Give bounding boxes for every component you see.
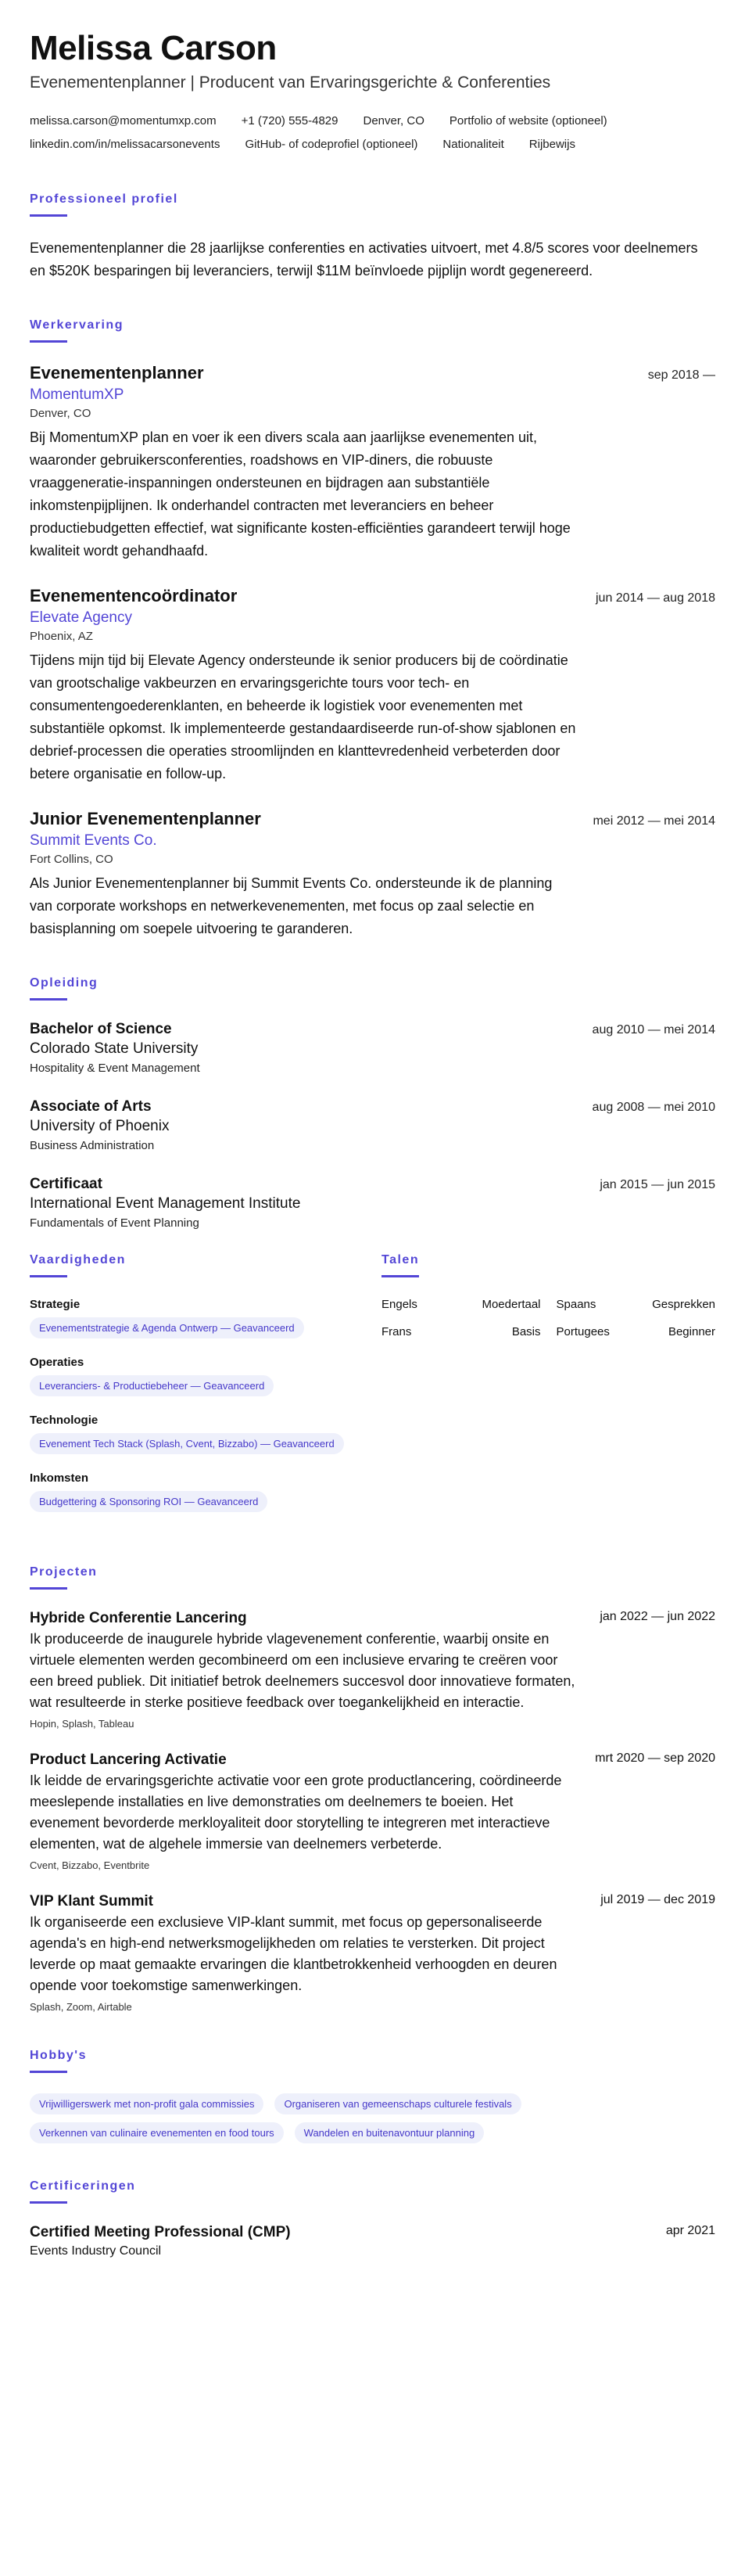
education-dates: aug 2008 — mei 2010: [592, 1101, 715, 1114]
contact-location: Denver, CO: [363, 114, 424, 128]
experience-entry: [30, 363, 715, 562]
education-entry: [30, 1021, 715, 1075]
contact-portfolio[interactable]: Portfolio of website (optioneel): [449, 114, 607, 128]
project-dates: mrt 2020 — sep 2020: [595, 1751, 715, 1765]
languages-section: [381, 1253, 715, 1529]
contact-list: [30, 110, 715, 156]
job-location: Phoenix, AZ: [30, 630, 93, 643]
language-level: Moedertaal: [482, 1298, 541, 1311]
job-dates: sep 2018 —: [647, 368, 715, 382]
education-dates: jan 2015 — jun 2015: [600, 1178, 715, 1191]
company-name: Elevate Agency: [30, 609, 132, 626]
degree-title: Bachelor of Science: [30, 1021, 172, 1037]
degree-title: Certificaat: [30, 1176, 102, 1192]
section-divider: [30, 998, 67, 1001]
school-name: Colorado State University: [30, 1040, 199, 1057]
section-title: Professioneel profiel: [30, 192, 178, 206]
certification-name: Certified Meeting Professional (CMP): [30, 2224, 291, 2240]
language-grid: [381, 1298, 715, 1338]
section-divider: [30, 1587, 67, 1590]
language-name: Frans: [381, 1325, 412, 1338]
candidate-headline: Evenementenplanner | Producent van Ervaringsgerichte & Conferenties: [30, 74, 551, 92]
project-name: Hybride Conferentie Lancering: [30, 1610, 247, 1626]
project-tools: Hopin, Splash, Tableau: [30, 1718, 134, 1730]
language-item: [557, 1325, 716, 1338]
project-entry: [30, 1610, 715, 1730]
skill-tag: Evenementstrategie & Agenda Ontwerp — Geavanceerd: [30, 1317, 304, 1338]
language-name: Portugees: [556, 1325, 610, 1338]
section-divider: [30, 2071, 67, 2073]
certifications-section: [30, 2179, 715, 2258]
school-name: International Event Management Institute: [30, 1195, 301, 1212]
hobby-tag: Organiseren van gemeenschaps culturele festivals: [274, 2093, 521, 2114]
language-level: Basis: [511, 1325, 541, 1338]
company-name: MomentumXP: [30, 386, 124, 403]
job-location: Fort Collins, CO: [30, 853, 113, 866]
skill-group: [30, 1471, 350, 1512]
language-level: Gesprekken: [652, 1298, 715, 1311]
job-dates: mei 2012 — mei 2014: [593, 814, 715, 828]
skill-group: [30, 1414, 350, 1454]
hobby-tag: Vrijwilligerswerk met non-profit gala commissies: [30, 2093, 263, 2114]
study-field: Business Administration: [30, 1139, 155, 1152]
section-title: Certificeringen: [30, 2179, 136, 2193]
contact-email[interactable]: melissa.carson@momentumxp.com: [30, 114, 217, 128]
project-name: VIP Klant Summit: [30, 1893, 154, 1910]
education-entry: [30, 1176, 715, 1230]
company-name: Summit Events Co.: [30, 832, 157, 849]
project-dates: jul 2019 — dec 2019: [600, 1893, 715, 1906]
skill-group: [30, 1298, 350, 1338]
job-title: Evenementencoördinator: [30, 586, 238, 605]
profile-section: [30, 192, 715, 282]
resume-header: [30, 28, 715, 156]
skill-group: [30, 1356, 350, 1396]
section-title: Vaardigheden: [30, 1253, 126, 1266]
education-dates: aug 2010 — mei 2014: [592, 1023, 715, 1037]
job-description: Bij MomentumXP plan en voer ik een divers scala aan jaarlijkse evenementen uit, waaronder gebruikersconferenties, roadshows en VIP-diners, die robuuste vraaggeneratie-inspanningen ondersteunen en bijdragen aan substantiële inkomstenpijplijnen. Ik onderhandel contracten met leveranciers en beheer productiebudgetten effectief, wat significante kosten-efficiënties garandeert terwijl hoge kwaliteit wordt gehandhaafd.: [30, 429, 571, 559]
section-divider: [30, 2201, 67, 2204]
contact-license: Rijbewijs: [528, 138, 575, 151]
project-name: Product Lancering Activatie: [30, 1751, 227, 1768]
job-title: Junior Evenementenplanner: [30, 809, 261, 828]
contact-linkedin[interactable]: linkedin.com/in/melissacarsonevents: [30, 138, 220, 151]
experience-entry: [30, 586, 715, 785]
hobbies-section: [30, 2049, 715, 2143]
hobby-tag: Verkennen van culinaire evenementen en food tours: [30, 2122, 284, 2143]
skill-category: Strategie: [30, 1298, 81, 1311]
job-description: Als Junior Evenementenplanner bij Summit Events Co. ondersteunde ik de planning van corporate workshops en netwerkevenementen, met focus op zaal selectie en basisplanning om soepele uitvoering te garanderen.: [30, 875, 553, 936]
section-divider: [381, 1275, 419, 1277]
section-title: Talen: [381, 1253, 420, 1266]
project-tools: Splash, Zoom, Airtable: [30, 2001, 132, 2013]
hobby-list: [30, 2093, 624, 2143]
project-dates: jan 2022 — jun 2022: [600, 1610, 715, 1623]
project-entry: [30, 1893, 715, 2013]
skill-tag: Leveranciers- & Productiebeheer — Geavanceerd: [30, 1375, 274, 1396]
skills-languages-row: [30, 1253, 715, 1529]
skills-section: [30, 1253, 350, 1529]
project-entry: [30, 1751, 715, 1871]
contact-github[interactable]: GitHub- of codeprofiel (optioneel): [245, 138, 418, 151]
contact-nationality: Nationaliteit: [442, 138, 504, 151]
skill-category: Inkomsten: [30, 1471, 89, 1485]
skill-tag: Budgettering & Sponsoring ROI — Geavanceerd: [30, 1491, 267, 1512]
study-field: Hospitality & Event Management: [30, 1062, 200, 1075]
hobby-tag: Wandelen en buitenavontuur planning: [295, 2122, 485, 2143]
project-description: Ik produceerde de inaugurele hybride vlagevenement conferentie, waarbij onsite en virtuele elementen werden gecombineerd om een inclusieve ervaring te creëren voor een breed publiek. Dit initiatief betrok deelnemers succesvol door innovatieve formaten, wat resulteerde in sterke positieve feedback over toegankelijkheid en interactie.: [30, 1631, 575, 1710]
certification-date: apr 2021: [665, 2224, 715, 2237]
study-field: Fundamentals of Event Planning: [30, 1216, 199, 1230]
candidate-name: Melissa Carson: [30, 29, 277, 67]
language-item: [381, 1298, 541, 1311]
education-section: [30, 976, 715, 1230]
section-title: Werkervaring: [30, 318, 124, 332]
profile-summary: Evenementenplanner die 28 jaarlijkse conferenties en activaties uitvoert, met 4.8/5 scores voor deelnemers en $520K besparingen bij leveranciers, terwijl $11M beïnvloede pijplijn wordt gegenereerd.: [30, 240, 698, 278]
projects-section: [30, 1565, 715, 2013]
project-description: Ik organiseerde een exclusieve VIP-klant summit, met focus op gepersonaliseerde agenda's en high-end netwerksmogelijkheden om relaties te versterken. Dit project leverde op maat gemaakte ervaringen die klantbetrokkenheid verhoogden en deuren opende voor toekomstige samenwerkingen.: [30, 1914, 557, 1993]
certification-issuer: Events Industry Council: [30, 2244, 162, 2258]
skill-category: Operaties: [30, 1356, 84, 1369]
job-dates: jun 2014 — aug 2018: [595, 591, 715, 605]
job-title: Evenementenplanner: [30, 363, 204, 383]
education-entry: [30, 1098, 715, 1152]
language-name: Spaans: [556, 1298, 596, 1311]
section-title: Hobby's: [30, 2049, 87, 2062]
school-name: University of Phoenix: [30, 1118, 170, 1134]
section-divider: [30, 214, 67, 217]
experience-entry: [30, 809, 715, 940]
project-description: Ik leidde de ervaringsgerichte activatie voor een grote productlancering, coördineerde meeslepende installaties en live demonstraties om deelnemers te boeien. Het evenement bevorderde merkloyaliteit door storytelling te integreren met interactieve elementen, wat de algehele immersie van deelnemers verbeterde.: [30, 1773, 562, 1852]
language-item: [381, 1325, 541, 1338]
skill-tag: Evenement Tech Stack (Splash, Cvent, Bizzabo) — Geavanceerd: [30, 1433, 344, 1454]
section-divider: [30, 1275, 67, 1277]
experience-section: [30, 318, 715, 940]
skill-category: Technologie: [30, 1414, 98, 1427]
section-divider: [30, 340, 67, 343]
certification-entry: [30, 2224, 715, 2258]
job-location: Denver, CO: [30, 407, 91, 420]
contact-phone[interactable]: +1 (720) 555-4829: [241, 114, 338, 128]
project-tools: Cvent, Bizzabo, Eventbrite: [30, 1859, 150, 1871]
language-name: Engels: [381, 1298, 417, 1311]
section-title: Opleiding: [30, 976, 98, 990]
section-title: Projecten: [30, 1565, 98, 1579]
degree-title: Associate of Arts: [30, 1098, 152, 1115]
language-item: [557, 1298, 716, 1311]
language-level: Beginner: [668, 1325, 715, 1338]
job-description: Tijdens mijn tijd bij Elevate Agency ondersteunde ik senior producers bij de coördinatie van grootschalige vakbeurzen en ervaringsgerichte tours voor tech- en consumentengoederenklanten, en beheerde ik logistiek voor evenementen met substantiële opkomst. Ik implementeerde gestandaardiseerde run-of-show sjablonen en debrief-processen die operaties stroomlijnden en klanttevredenheid verbeterden door betere organisatie en follow-up.: [30, 652, 576, 781]
